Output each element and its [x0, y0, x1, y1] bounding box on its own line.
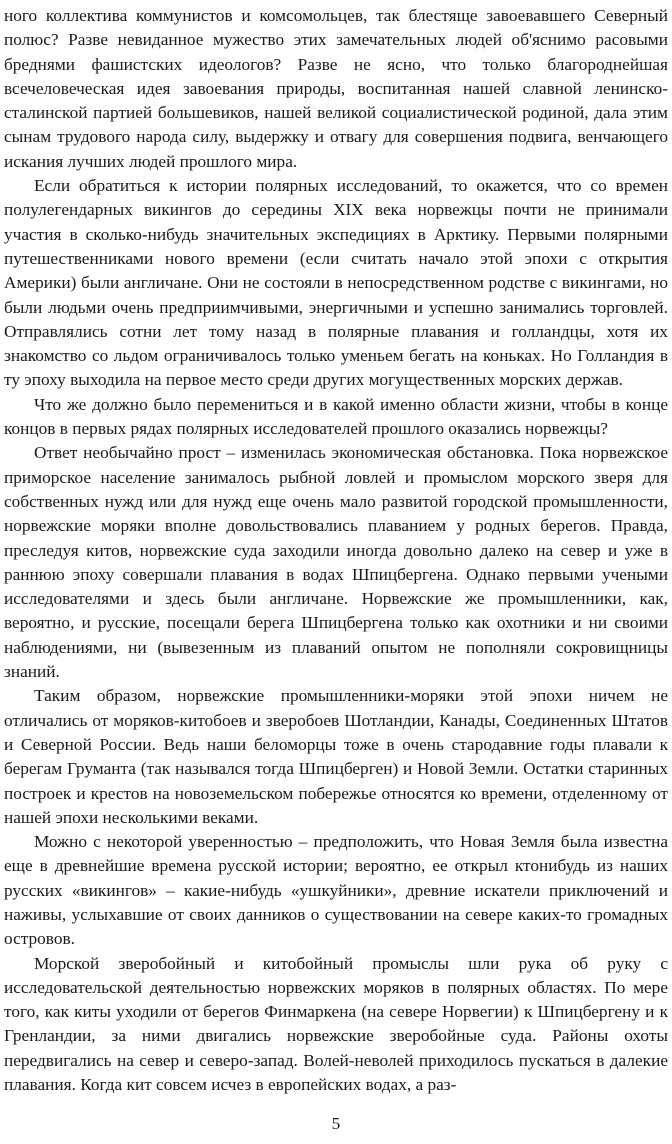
paragraph: Если обратиться к истории полярных исследований, то окажется, что со времен полулегендарных викингов до середины XIX века норвежцы почти не принимали участия в сколько-нибудь значительных экспедициях в Арктику. Первыми полярными путешественниками нового времени (если считать начало этой эпохи с открытия Америки) были англичане. Они не состояли в непосредственном родстве с викингами, но были людьми очень предприимчивыми, энергичными и успешно занимались торговлей. Отправлялись сотни лет тому назад в полярные плавания и голландцы, хотя их знакомство со льдом ограничивалось только уменьем бегать на коньках. Но Голландия в ту эпоху выходила на первое место среди других могущественных морских держав. — [4, 176, 668, 390]
paragraph: Морской зверобойный и китобойный промыслы шли рука об руку с исследовательской деятельностью норвежских моряков в полярных областях. По мере того, как киты уходили от берегов Финмаркена (на севере Норвегии) к Шпицбергену и к Гренландии, за ними двигались норвежские зверобойные суда. Районы охоты передвигались на север и северо-запад. Волей-неволей приходилось пускаться в далекие плавания. Когда кит совсем исчез в европейских водах, а раз- — [4, 953, 668, 1095]
paragraph: ного коллектива коммунистов и комсомольцев, так блестяще завоевавшего Северный полюс? Разве невиданное мужество этих замечательных людей об'яснимо расовыми бреднями фашистских идеологов? Разве не ясно, что только благороднейшая всечеловеческая идея завоевания природы, воспитанная нашей славной ленинско-сталинской партией большевиков, нашей великой социалистической родиной, дала этим сынам трудового народа силу, выдержку и отвагу для совершения подвига, венчающего искания лучших людей прошлого мира. — [4, 6, 668, 171]
paragraph: Ответ необычайно прост – изменилась экономическая обстановка. Пока норвежское приморское население занималось рыбной ловлей и промыслом морского зверя для собственных нужд или для нужд еще очень мало развитой городской промышленности, норвежские моряки вполне довольствовались плаванием у родных берегов. Правда, преследуя китов, норвежские суда заходили иногда довольно далеко на север и уже в раннюю эпоху совершали плавания в водах Шпицбергена. Однако первыми учеными исследователями и здесь были англичане. Норвежские же промышленники, как, вероятно, и русские, посещали берега Шпицбергена только как охотники и ни своими наблюдениями, ни (вывезенным из плаваний опытом не пополняли сокровищницы знаний. — [4, 443, 668, 682]
paragraph: Что же должно было перемениться и в какой именно области жизни, чтобы в конце концов в первых рядах полярных исследователей прошлого оказались норвежцы? — [4, 394, 668, 439]
paragraph: Можно с некоторой уверенностью – предположить, что Новая Земля была известна еще в древнейшие времена русской истории; вероятно, ее открыл ктонибудь из наших русских «викингов» – какие-нибудь «ушкуйники», древние искатели приключений и наживы, услыхавшие от своих данников о существовании на севере каких-то громадных островов. — [4, 832, 668, 949]
page-number: 5 — [331, 1114, 341, 1133]
paragraph: Таким образом, норвежские промышленники-моряки этой эпохи ничем не отличались от моряков-китобоев и зверобоев Шотландии, Канады, Соединенных Штатов и Северной России. Ведь наши беломорцы тоже в очень стародавние годы плавали к берегам Груманта (так назывался тогда Шпицберген) и Новой Земли. Остатки старинных построек и крестов на новоземельском побережье относятся ко времени, отделенному от нашей эпохи несколькими веками. — [4, 686, 668, 827]
